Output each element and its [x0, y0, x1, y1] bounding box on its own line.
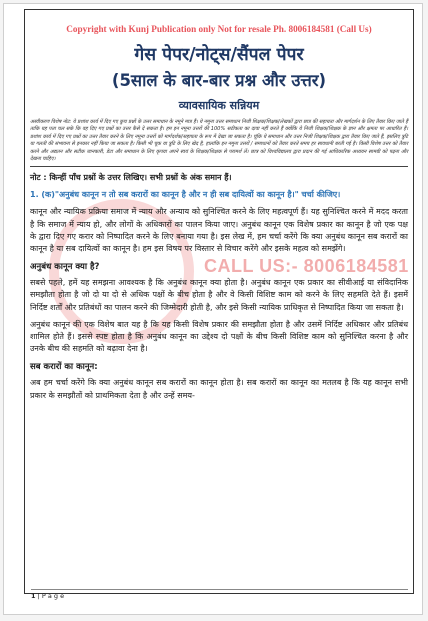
paragraph-feature: अनुबंध कानून की एक विशेष बात यह है कि यह किसी विशेष प्रकार की समझौता होता है और उसमें निर्दिष्ट अधिकार और प्रतिबंध शामिल होते हैं। इससे स्पष्ट होता है कि अनुबंध कानून का उद्देश्य दो पक्षों के बीच किसी विशिष्ट काम को सुनिश्चित करना है और उनके बीच की सहमति को बढ़ावा देना है। — [30, 319, 408, 354]
page-content — [30, 10, 408, 402]
heading-law-of-all-agreements: सब करारों का कानून: — [30, 362, 98, 373]
heading-what-is-contract-law: अनुबंध कानून क्या है? — [30, 262, 100, 273]
page-number: 1 — [31, 592, 36, 600]
copyright-line: Copyright with Kunj Publication only Not for resale Ph. 8006184581 (Call Us) — [66, 24, 372, 34]
page-label: | P a g e — [35, 592, 65, 600]
watermark-text: CALL US:- 8006184581 — [204, 256, 409, 276]
question-1: 1. (क)"अनुबंध कानून न तो सब करारों का कानून है और न ही सब दायित्वों का कानून है।" चर्चा कीजिए। — [30, 190, 341, 200]
paragraph-definition: सबसे पहले, हमें यह समझना आवश्यक है कि अनुबंध कानून क्या होता है। अनुबंध कानून एक प्रकार का सीवीआई या संविदानिक समझौता होता है जो दो या दो से अधिक पक्षों के बीच होता है और वे किसी विशिष्ट काम को करने के लिए सहमति देते हैं। इसमें निर्दिष्ट शर्तों और प्रतिबंधों का पालन करने की जिम्मेदारी होती है, और इसे किसी न्यायिक प्राधिकृत से निष्पादित किया जा सकता है। — [30, 278, 408, 312]
page-footer — [31, 592, 64, 600]
subject-title: व्यावसायिक सन्नियम — [178, 99, 260, 112]
divider — [30, 166, 408, 167]
paragraph-discussion: अब हम चर्चा करेंगे कि क्या अनुबंध कानून सब करारों का कानून होता है। सब करारों का कानून का मतलब है कि यह कानून सभी प्रकार के समझौतों को प्राथमिकता देता है और उन्हें समय- — [30, 378, 408, 400]
instruction-note: नोट : किन्हीं पाँच प्रश्नों के उत्तर लिखिए। सभी प्रश्नों के अंक समान हैं। — [30, 173, 232, 183]
disclaimer-text: अस्वीकरण विशेष नोट: ये प्रशांश कार्य में दिए गए कुच प्रश्नों के उत्तर समाधान के नमूने मात्र हैं। ये नमूना उत्तर समाधान निजी शिक्षक/शिक्षक/लेखकों द्वारा छात्र की सहायता और मार्गदर्शन के लिए तैयार किए जाते हैं ताकि यह पता चल सके कि वह दिए गए प्रश्नों का उत्तर कैसे दे सकता है। हम इन नमूना उत्तरों की 100% सटीकता का दावा नहीं करते हैं क्योंकि ये निजी शिक्षक/शिक्षक के ज्ञान और क्षमता पर आधारित हैं। प्रशांश कार्य में दिए गए प्रश्नों का उत्तर तैयार करने के लिए नमूना उत्तरों को मार्गदर्शक/सहायता के रूप में देखा जा सकता है। चूंकि ये समाधान और उत्तर निजी शिक्षक/शिक्षक द्वारा तैयार किए जाते हैं, इसलिए त्रुटि या गलती की संभावना से इनकार नहीं किया जा सकता है। किसी भी चूक या त्रुटि के लिए खेद है, हालांकि इन नमूना उत्तरों / समाधानों को तैयार करते समय हर सावधानी बरती गई है। किसी विशेष उत्तर को तैयार करने और अद्यतन और सटीक जानकारी, डेटा और समाधान के लिए कृपया अपने स्वयं के शिक्षक/शिक्षक से परामर्श लें। छात्र को विश्वविद्यालय द्वारा प्रदान की गई आधिकारिक अध्ययन सामग्री को पढ़ना और देखना चाहिए। — [30, 119, 408, 163]
title-line-2: (5साल के बार-बार प्रश्न और उत्तर) — [111, 71, 327, 90]
document-page — [3, 3, 423, 615]
paragraph-intro: कानून और न्यायिक प्रक्रिया समाज में न्याय और अन्याय को सुनिश्चित करने के लिए महत्वपूर्ण हैं। यह सुनिश्चित करने में मदद करता है कि समाज में न्याय हो, और लोगों के अधिकारों का पालन किया जाए। अनुबंध कानून एक विशेष प्रकार का कानून है जो एक पक्ष के द्वारा दिए गए करार को निष्पादित करने के लिए बनाया गया है। इस लेख में, हम चर्चा करेंगे कि क्या अनुबंध कानून सब करारों का कानून है या सब दायित्वों का कानून है। हम इस विषय पर विस्तार से विचार करेंगे और इसके महत्व को समझेंगे। — [30, 207, 408, 254]
footer-divider — [31, 589, 408, 590]
title-line-1: गेस पेपर/नोट्स/सैंपल पेपर — [134, 45, 304, 65]
